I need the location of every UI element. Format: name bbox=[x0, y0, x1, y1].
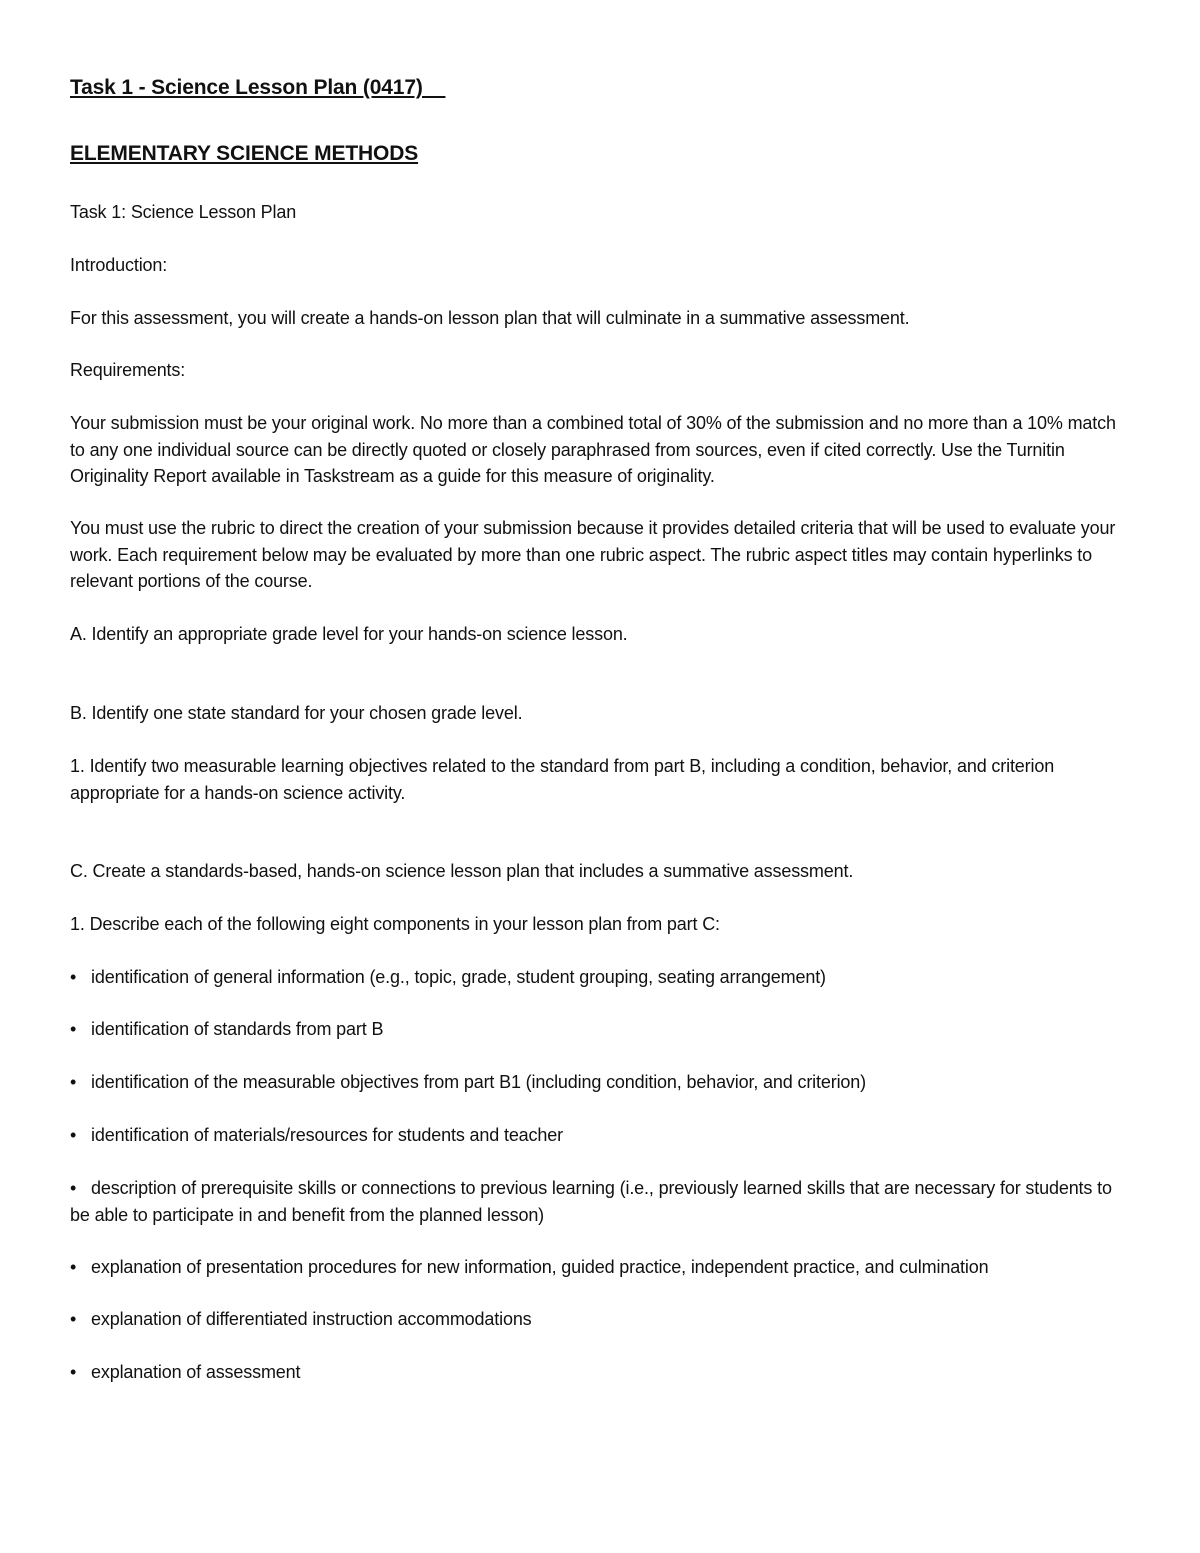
requirements-paragraph-rubric: You must use the rubric to direct the creation of your submission because it provides detailed criteria that will be used to evaluate your work. Each requirement below may be evaluated by more than one rubric aspect. The rubric aspect titles may contain hyperlinks to relevant portions of the course. bbox=[70, 518, 1116, 591]
bullet-icon: • bbox=[70, 1309, 77, 1329]
requirement-a: A. Identify an appropriate grade level for your hands-on science lesson. bbox=[70, 624, 628, 644]
task-label: Task 1: Science Lesson Plan bbox=[70, 202, 297, 222]
bullet-icon: • bbox=[70, 1019, 77, 1039]
bullet-icon: • bbox=[70, 1125, 77, 1145]
list-item: • explanation of differentiated instruction accommodations bbox=[70, 1306, 1135, 1333]
bullet-icon: • bbox=[70, 1362, 77, 1382]
list-item: • identification of general information (e.g., topic, grade, student grouping, seating arrangement) bbox=[70, 964, 1135, 991]
requirement-c: C. Create a standards-based, hands-on science lesson plan that includes a summative assessment. bbox=[70, 861, 854, 881]
introduction-text: For this assessment, you will create a hands-on lesson plan that will culminate in a summative assessment. bbox=[70, 308, 910, 328]
requirement-b1: 1. Identify two measurable learning objectives related to the standard from part B, including a condition, behavior, and criterion appropriate for a hands-on science activity. bbox=[70, 756, 1055, 803]
list-item: • description of prerequisite skills or connections to previous learning (i.e., previously learned skills that are necessary for students to be able to participate in and benefit from the planned lesson) bbox=[70, 1175, 1135, 1228]
requirements-paragraph-originality: Your submission must be your original work. No more than a combined total of 30% of the submission and no more than a 10% match to any one individual source can be directly quoted or closely paraphrased from sources, even if cited correctly. Use the Turnitin Originality Report available in Taskstream as a guide for this measure of originality. bbox=[70, 413, 1116, 486]
list-item: • explanation of assessment bbox=[70, 1359, 1135, 1386]
list-item: • identification of the measurable objectives from part B1 (including condition, behavior, and criterion) bbox=[70, 1069, 1135, 1096]
list-item: • identification of standards from part B bbox=[70, 1016, 1135, 1043]
document-title: Task 1 - Science Lesson Plan (0417) bbox=[70, 76, 446, 99]
list-item: • identification of materials/resources for students and teacher bbox=[70, 1122, 1135, 1149]
course-title: ELEMENTARY SCIENCE METHODS bbox=[70, 142, 419, 165]
bullet-icon: • bbox=[70, 1178, 77, 1198]
introduction-heading: Introduction: bbox=[70, 255, 168, 275]
list-item: • explanation of presentation procedures for new information, guided practice, independent practice, and culmination bbox=[70, 1254, 1135, 1281]
bullet-icon: • bbox=[70, 1257, 77, 1277]
bullet-icon: • bbox=[70, 967, 77, 987]
requirements-heading: Requirements: bbox=[70, 360, 186, 380]
requirement-b: B. Identify one state standard for your chosen grade level. bbox=[70, 703, 523, 723]
requirement-c1: 1. Describe each of the following eight components in your lesson plan from part C: bbox=[70, 914, 720, 934]
bullet-icon: • bbox=[70, 1072, 77, 1092]
